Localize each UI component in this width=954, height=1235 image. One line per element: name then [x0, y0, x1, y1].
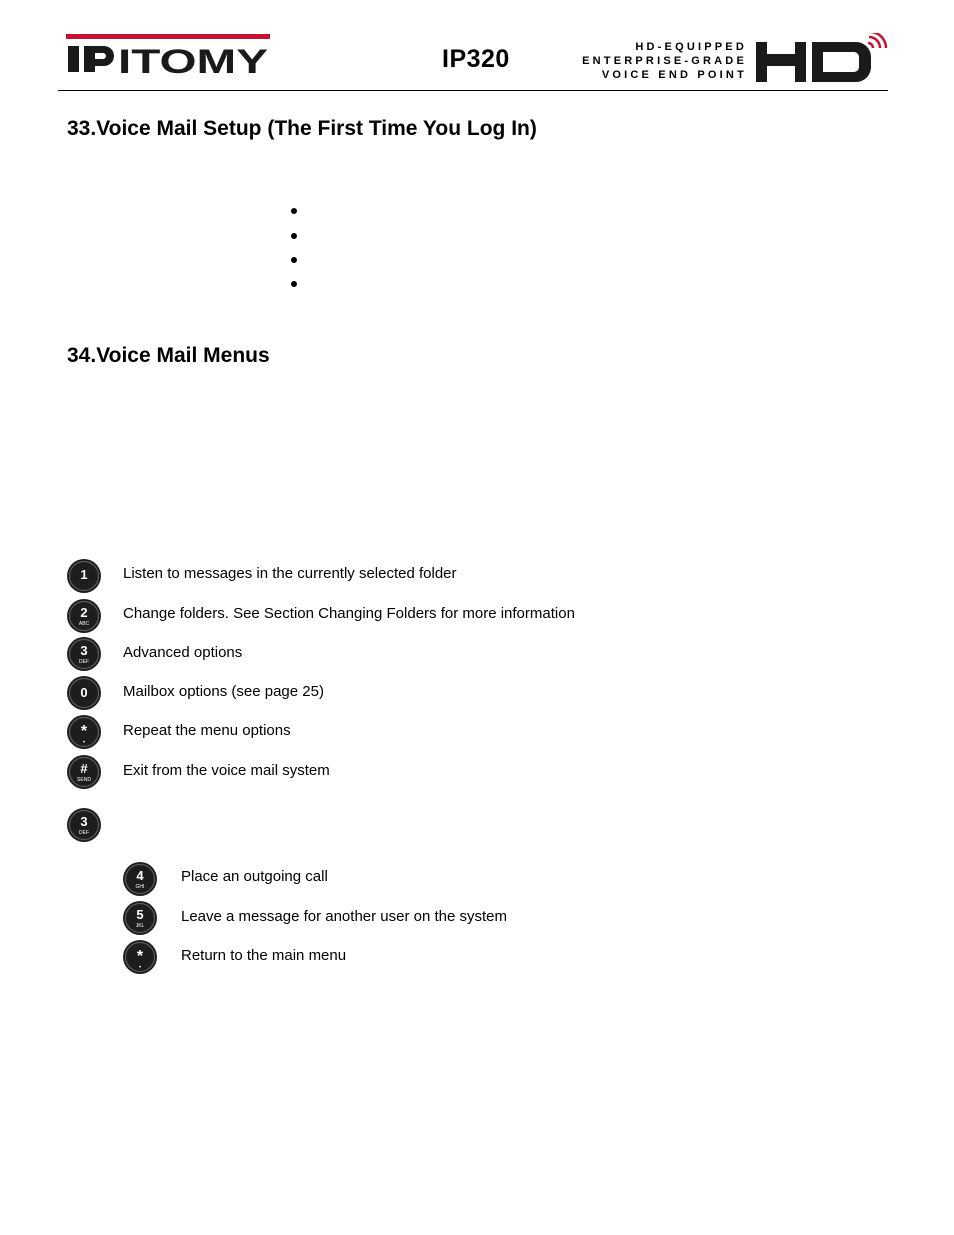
- bullet-point: [291, 208, 297, 214]
- svg-text:5: 5: [136, 907, 144, 922]
- keypad-hash-icon: [66, 754, 102, 790]
- main-menu-option-label: Listen to messages in the currently selected folder: [123, 565, 457, 582]
- ipitomy-logo: [66, 32, 270, 76]
- main-menu-key-row: [66, 714, 102, 755]
- svg-text:•: •: [138, 965, 142, 971]
- main-menu-option-label: Repeat the menu options: [123, 722, 291, 739]
- advanced-menu-key-row: [122, 900, 158, 941]
- tagline-line-3: VOICE END POINT: [601, 69, 747, 81]
- main-menu-key-row: [66, 636, 102, 677]
- main-menu-key-row: [66, 598, 102, 639]
- advanced-menu-key-row: [122, 861, 158, 902]
- main-menu-option-label: Change folders. See Section Changing Folders for more information: [123, 605, 575, 622]
- main-menu-option-label: Advanced options: [123, 644, 243, 661]
- bullet-point: [291, 281, 297, 287]
- keypad-0-icon: [66, 675, 102, 711]
- advanced-menu-option-label: Place an outgoing call: [181, 868, 328, 885]
- advanced-menu-option-label: Leave a message for another user on the system: [181, 908, 508, 925]
- keypad-5-icon: [122, 900, 158, 936]
- svg-text:•: •: [82, 740, 86, 746]
- keypad-star-icon: [122, 939, 158, 975]
- advanced-menu-option-label: Return to the main menu: [181, 947, 347, 964]
- bullet-point: [291, 257, 297, 263]
- keypad-star-icon: [66, 714, 102, 750]
- svg-text:1: 1: [80, 567, 88, 582]
- keypad-3-icon: [66, 807, 102, 843]
- keypad-1-icon: [66, 558, 102, 594]
- section-heading-voice-mail-setup: 33.Voice Mail Setup (The First Time You Log In): [67, 117, 537, 140]
- advanced-menu-key-row: [122, 939, 158, 980]
- svg-text:*: *: [136, 948, 144, 965]
- svg-text:#: #: [80, 761, 88, 776]
- svg-text:*: *: [80, 723, 88, 740]
- main-menu-key-row: [66, 754, 102, 795]
- main-menu-option-label: Exit from the voice mail system: [123, 762, 330, 779]
- svg-text:DEF: DEF: [79, 830, 89, 836]
- svg-text:GHI: GHI: [135, 884, 145, 890]
- hd-logo: [754, 33, 890, 83]
- keypad-2-icon: [66, 598, 102, 634]
- main-menu-key-row: [66, 675, 102, 716]
- svg-text:2: 2: [80, 605, 88, 620]
- tagline-line-1: HD-EQUIPPED: [635, 41, 747, 53]
- header-divider: [58, 90, 888, 91]
- main-menu-key-row: [66, 558, 102, 599]
- tagline-line-2: ENTERPRISE-GRADE: [582, 55, 747, 67]
- keypad-3-icon: [66, 636, 102, 672]
- svg-text:ABC: ABC: [78, 621, 90, 627]
- svg-text:3: 3: [80, 643, 88, 658]
- svg-text:DEF: DEF: [79, 659, 89, 665]
- svg-text:ITOMY: ITOMY: [118, 43, 269, 76]
- advanced-options-key: [66, 807, 102, 848]
- bullet-point: [291, 233, 297, 239]
- svg-text:JKL: JKL: [135, 923, 145, 929]
- main-menu-option-label: Mailbox options (see page 25): [123, 683, 324, 700]
- svg-text:3: 3: [80, 814, 88, 829]
- model-title: IP320: [442, 45, 510, 73]
- svg-text:0: 0: [80, 685, 88, 700]
- keypad-4-icon: [122, 861, 158, 897]
- section-heading-voice-mail-menus: 34.Voice Mail Menus: [67, 344, 270, 367]
- svg-text:SEND: SEND: [77, 777, 91, 783]
- svg-text:4: 4: [136, 868, 144, 883]
